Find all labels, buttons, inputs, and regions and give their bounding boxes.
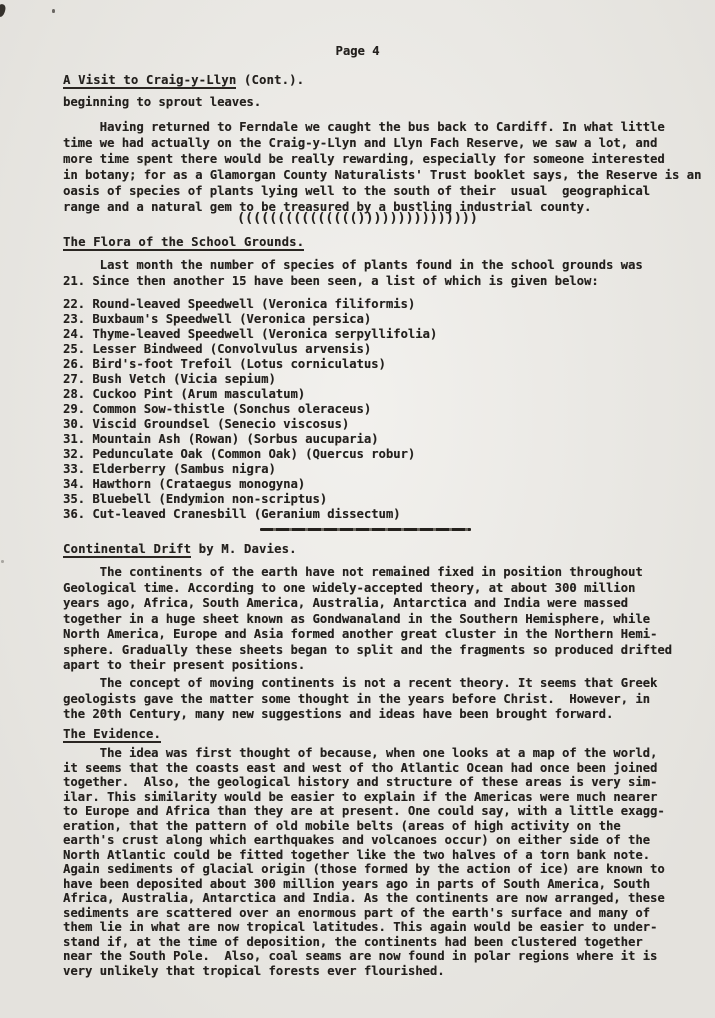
text-line: Last month the number of species of plants found in the school grounds was	[63, 258, 643, 272]
text-line: The continents of the earth have not remained fixed in position throughout	[63, 565, 643, 579]
text-line: 26. Bird's-foot Trefoil (Lotus corniculatus)	[63, 357, 386, 371]
text-line: oasis of species of plants lying well to the south of their usual geographical	[63, 184, 650, 198]
text-line: geologists gave the matter some thought in the years before Christ. However, in	[63, 691, 650, 706]
text-line: Geological time. According to one widely-accepted theory, at about 300 million	[63, 580, 636, 595]
text-line: very unlikely that tropical forests ever flourished.	[63, 963, 445, 978]
text-line: stand if, at the time of deposition, the continents had been clustered together	[63, 934, 643, 949]
text-line: sediments are scattered over an enormous part of the earth's surface and many of	[63, 905, 650, 920]
text-line: 29. Common Sow-thistle (Sonchus oleraceus)	[63, 402, 372, 416]
evidence-paragraph	[63, 746, 665, 978]
text-line: sphere. Gradually these sheets began to split and the fragments so produced drifted	[63, 642, 673, 657]
text-line: earth's crust along which earthquakes and volcanoes occur) on either side of the	[63, 833, 650, 847]
text-line: North America, Europe and Asia formed another great cluster in the Northern Hemi-	[63, 627, 658, 641]
text-line: to Europe and Africa than they are at present. One could say, with a little exagg-	[63, 804, 665, 818]
text-line: North Atlantic could be fitted together like the two halves of a torn bank note.	[63, 847, 650, 862]
text-line: 27. Bush Vetch (Vicia sepium)	[63, 372, 276, 386]
text-line: 30. Viscid Groundsel (Senecio viscosus)	[63, 417, 350, 431]
text-line: 25. Lesser Bindweed (Convolvulus arvensis)	[63, 342, 372, 356]
visit-paragraph	[63, 119, 701, 215]
article-title-drift	[63, 542, 297, 556]
subheading-evidence-text: The Evidence.	[63, 727, 161, 741]
text-line: Again sediments of glacial origin (those formed by the action of ice) are known to	[63, 862, 665, 876]
parentheses-divider: ((((((((((((((()))))))))))))))	[237, 211, 478, 226]
text-line: 35. Bluebell (Endymion non-scriptus)	[63, 492, 328, 506]
text-line: the 20th Century, many new suggestions and ideas have been brought forward.	[63, 707, 614, 721]
plant-list	[63, 297, 437, 522]
text-line: 33. Elderberry (Sambus nigra)	[63, 462, 276, 476]
article-title-visit	[63, 73, 304, 87]
article-title-visit-text: A Visit to Craig-y-Llyn	[63, 73, 237, 87]
drift-paragraph-2	[63, 676, 657, 723]
scan-artifact-speck	[0, 3, 7, 18]
text-line: 28. Cuckoo Pint (Arum masculatum)	[63, 387, 306, 401]
text-line: in botany; for as a Glamorgan County Naturalists' Trust booklet says, the Reserve is an	[63, 168, 702, 182]
text-line: Africa, Australia, Antarctica and India. As the continents are now arranged, these	[63, 891, 665, 905]
text-line: together. Also, the geological history and structure of these areas is very sim-	[63, 775, 658, 789]
text-line: range and a natural gem to be treasured by a bustling industrial county.	[63, 200, 592, 214]
subheading-evidence	[63, 727, 161, 741]
text-line: 32. Pedunculate Oak (Common Oak) (Quercus robur)	[63, 447, 416, 461]
article-byline: by M. Davies.	[191, 542, 297, 556]
text-line: it seems that the coasts east and west of tho Atlantic Ocean had once been joined	[63, 760, 658, 775]
article-title-visit-suffix: (Cont.).	[236, 73, 305, 87]
text-line: years ago, Africa, South America, Australia, Antarctica and India were massed	[63, 596, 628, 610]
flora-intro-paragraph	[63, 257, 643, 289]
text-line: have been deposited about 300 million years ago in parts of South America, South	[63, 876, 650, 891]
article-title-drift-text: Continental Drift	[63, 542, 192, 556]
text-line: 21. Since then another 15 have been seen, a list of which is given below:	[63, 274, 599, 288]
text-line: 24. Thyme-leaved Speedwell (Veronica serpyllifolia)	[63, 327, 438, 341]
scan-artifact-speck	[52, 9, 55, 13]
text-line: 34. Hawthorn (Crataegus monogyna)	[63, 477, 306, 491]
text-line: them lie in what are now tropical latitudes. This again would be easier to under-	[63, 920, 658, 934]
text-line: more time spent there would be really rewarding, especially for someone interested	[63, 152, 665, 166]
text-line: The concept of moving continents is not a recent theory. It seems that Greek	[63, 676, 658, 690]
article-title-flora	[63, 235, 304, 249]
text-line: time we had actually on the Craig-y-Llyn and Llyn Fach Reserve, we saw a lot, and	[63, 136, 658, 150]
article-title-flora-text: The Flora of the School Grounds.	[63, 235, 305, 249]
text-line: Having returned to Ferndale we caught the bus back to Cardiff. In what little	[63, 120, 665, 134]
text-line: near the South Pole. Also, coal seams are now found in polar regions where it is	[63, 949, 658, 963]
text-line: eration, that the pattern of old mobile belts (areas of high activity on the	[63, 818, 621, 833]
text-line: 36. Cut-leaved Cranesbill (Geranium dissectum)	[63, 507, 401, 521]
page-number: Page 4	[335, 44, 380, 58]
carryover-text-line: beginning to sprout leaves.	[63, 95, 262, 109]
scan-artifact-speck	[1, 560, 4, 563]
text-line: together in a huge sheet known as Gondwanaland in the Southern Hemisphere, while	[63, 611, 650, 626]
text-line: apart to their present positions.	[63, 658, 306, 672]
text-line: 23. Buxbaum's Speedwell (Veronica persica)	[63, 312, 372, 326]
text-line: 22. Round-leaved Speedwell (Veronica filiformis)	[63, 297, 416, 311]
drift-paragraph-1	[63, 565, 672, 674]
section-divider-rule	[260, 528, 471, 531]
text-line: 31. Mountain Ash (Rowan) (Sorbus aucuparia)	[63, 432, 379, 446]
text-line: The idea was first thought of because, when one looks at a map of the world,	[63, 746, 658, 760]
text-line: ilar. This similarity would be easier to explain if the Americas were much nearer	[63, 789, 658, 804]
